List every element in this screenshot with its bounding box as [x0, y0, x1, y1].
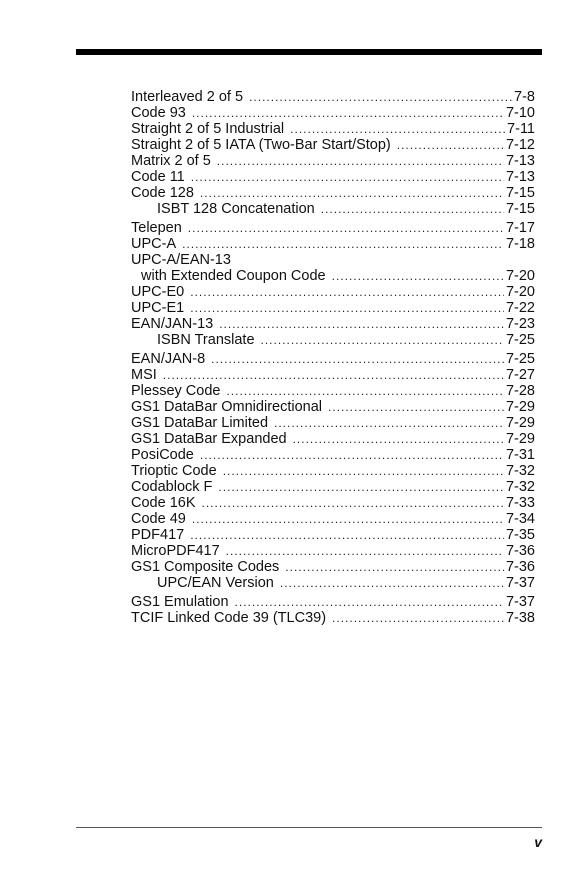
- toc-entry-title: with Extended Coupon Code: [141, 268, 326, 284]
- toc-entry-page: 7-35: [505, 527, 535, 543]
- toc-entry-title: Code 16K: [131, 495, 196, 511]
- toc-entry[interactable]: [131, 559, 535, 575]
- toc-dot-leader: [290, 121, 505, 137]
- toc-entry-title: Telepen: [131, 220, 182, 236]
- toc-dot-leader: [293, 431, 504, 447]
- toc-entry-page: 7-28: [505, 383, 535, 399]
- toc-dot-leader: [191, 169, 504, 185]
- toc-entry[interactable]: [131, 89, 535, 105]
- toc-entry-title: Code 49: [131, 511, 186, 527]
- toc-entry-title: Code 93: [131, 105, 186, 121]
- toc-entry-title: GS1 Emulation: [131, 594, 229, 610]
- toc-entry[interactable]: [131, 463, 535, 479]
- toc-entry[interactable]: [131, 300, 535, 316]
- toc-entry-page: 7-15: [505, 201, 535, 217]
- toc-entry[interactable]: [131, 220, 535, 236]
- toc-entry-page: 7-32: [505, 463, 535, 479]
- toc-entry-page: 7-20: [505, 268, 535, 284]
- toc-dot-leader: [261, 332, 504, 348]
- toc-entry-title: Plessey Code: [131, 383, 221, 399]
- toc-entry[interactable]: [131, 153, 535, 169]
- page-number: v: [534, 834, 542, 850]
- toc-entry-page: 7-34: [505, 511, 535, 527]
- toc-entry-page: 7-27: [505, 367, 535, 383]
- footer-rule: [76, 827, 542, 828]
- toc-dot-leader: [182, 236, 504, 252]
- toc-entry-page: 7-17: [505, 220, 535, 236]
- toc-dot-leader: [226, 543, 504, 559]
- toc-entry-page: 7-25: [505, 332, 535, 348]
- toc-dot-leader: [274, 415, 504, 431]
- toc-dot-leader: [192, 511, 504, 527]
- toc-entry-page: 7-25: [505, 351, 535, 367]
- toc-entry-page: 7-8: [514, 89, 535, 105]
- toc-entry[interactable]: [131, 236, 535, 252]
- toc-entry-title: TCIF Linked Code 39 (TLC39): [131, 610, 327, 626]
- toc-dot-leader: [190, 300, 504, 316]
- toc-entry[interactable]: [131, 399, 535, 415]
- toc-entry-title: EAN/JAN-8: [131, 351, 206, 367]
- toc-entry[interactable]: [131, 383, 535, 399]
- toc-entry[interactable]: [131, 121, 535, 137]
- toc-entry[interactable]: [131, 268, 535, 284]
- toc-entry-title: GS1 Composite Codes: [131, 559, 280, 575]
- toc-dot-leader: [217, 153, 504, 169]
- toc-dot-leader: [332, 268, 504, 284]
- toc-entry-page: 7-18: [505, 236, 535, 252]
- toc-entry-title: GS1 DataBar Expanded: [131, 431, 287, 447]
- toc-dot-leader: [202, 495, 504, 511]
- toc-entry[interactable]: [131, 284, 535, 300]
- toc-entry-page: 7-37: [505, 575, 535, 591]
- toc-entry[interactable]: [131, 527, 535, 543]
- toc-entry-title: ISBN Translate: [157, 332, 255, 348]
- toc-entry-title: ISBT 128 Concatenation: [157, 201, 315, 217]
- toc-dot-leader: [188, 220, 504, 236]
- toc-entry-title: UPC-A: [131, 236, 177, 252]
- toc-entry[interactable]: [131, 201, 535, 217]
- toc-entry-title: Interleaved 2 of 5: [131, 89, 244, 105]
- toc-dot-leader: [190, 527, 504, 543]
- toc-entry-page: 7-31: [505, 447, 535, 463]
- toc-entry[interactable]: [131, 351, 535, 367]
- toc-dot-leader: [200, 447, 504, 463]
- toc-entry[interactable]: [131, 137, 535, 153]
- toc-dot-leader: [192, 105, 504, 121]
- toc-entry-page: 7-37: [505, 594, 535, 610]
- toc-entry[interactable]: [131, 367, 535, 383]
- toc-entry-title: EAN/JAN-13: [131, 316, 214, 332]
- toc-entry-page: 7-12: [505, 137, 535, 153]
- toc-dot-leader: [235, 594, 504, 610]
- toc-entry-page: 7-13: [505, 169, 535, 185]
- toc-entry[interactable]: [131, 447, 535, 463]
- toc-entry[interactable]: [131, 415, 535, 431]
- toc-dot-leader: [200, 185, 504, 201]
- toc-entry-page: 7-10: [505, 105, 535, 121]
- toc-entry-title: PDF417: [131, 527, 185, 543]
- toc-entry-title: Codablock F: [131, 479, 213, 495]
- toc-dot-leader: [397, 137, 504, 153]
- toc-dot-leader: [321, 201, 504, 217]
- toc-entry-title: GS1 DataBar Limited: [131, 415, 269, 431]
- header-rule: [76, 49, 542, 55]
- toc-entry[interactable]: [131, 316, 535, 332]
- toc-entry-page: 7-15: [505, 185, 535, 201]
- toc-entry-title: UPC-E1: [131, 300, 185, 316]
- toc-dot-leader: [163, 367, 504, 383]
- toc-dot-leader: [190, 284, 504, 300]
- toc-entry-title: Trioptic Code: [131, 463, 217, 479]
- toc-entry[interactable]: [131, 185, 535, 201]
- toc-entry[interactable]: [131, 594, 535, 610]
- toc-entry-page: 7-11: [507, 121, 535, 137]
- toc-entry[interactable]: [131, 431, 535, 447]
- toc-entry-page: 7-38: [505, 610, 535, 626]
- toc-entry-title: Matrix 2 of 5: [131, 153, 211, 169]
- toc-entry-page: 7-36: [505, 559, 535, 575]
- table-of-contents: [131, 89, 535, 626]
- toc-entry-page: 7-32: [505, 479, 535, 495]
- toc-entry-page: 7-29: [505, 399, 535, 415]
- toc-dot-leader: [328, 399, 504, 415]
- toc-dot-leader: [218, 479, 504, 495]
- toc-entry[interactable]: [131, 511, 535, 527]
- toc-entry-title: UPC-A/EAN-13: [131, 252, 231, 268]
- toc-entry-title: MSI: [131, 367, 157, 383]
- toc-entry-title: Code 11: [131, 169, 185, 185]
- toc-entry-page: 7-13: [505, 153, 535, 169]
- toc-dot-leader: [223, 463, 504, 479]
- toc-entry-page: 7-23: [505, 316, 535, 332]
- toc-entry-page: 7-22: [505, 300, 535, 316]
- toc-entry[interactable]: [131, 169, 535, 185]
- toc-entry-title: UPC-E0: [131, 284, 185, 300]
- toc-entry-page: 7-29: [505, 415, 535, 431]
- toc-entry[interactable]: [131, 105, 535, 121]
- toc-dot-leader: [219, 316, 504, 332]
- toc-entry-title: Straight 2 of 5 IATA (Two-Bar Start/Stop): [131, 137, 391, 153]
- toc-entry-title: UPC/EAN Version: [157, 575, 274, 591]
- toc-entry-title: GS1 DataBar Omnidirectional: [131, 399, 322, 415]
- toc-dot-leader: [211, 351, 504, 367]
- toc-dot-leader: [332, 610, 504, 626]
- toc-entry-page: 7-33: [505, 495, 535, 511]
- toc-entry-page: 7-36: [505, 543, 535, 559]
- toc-entry[interactable]: [131, 543, 535, 559]
- toc-dot-leader: [285, 559, 504, 575]
- toc-entry[interactable]: [131, 479, 535, 495]
- toc-entry[interactable]: [131, 575, 535, 591]
- toc-dot-leader: [226, 383, 504, 399]
- toc-dot-leader: [280, 575, 504, 591]
- toc-entry[interactable]: [131, 252, 535, 268]
- toc-entry[interactable]: [131, 332, 535, 348]
- toc-entry[interactable]: [131, 610, 535, 626]
- toc-entry-title: Code 128: [131, 185, 194, 201]
- toc-entry-title: Straight 2 of 5 Industrial: [131, 121, 285, 137]
- toc-entry-page: 7-29: [505, 431, 535, 447]
- toc-entry[interactable]: [131, 495, 535, 511]
- toc-entry-page: 7-20: [505, 284, 535, 300]
- toc-entry-title: MicroPDF417: [131, 543, 220, 559]
- toc-dot-leader: [249, 89, 512, 105]
- toc-entry-title: PosiCode: [131, 447, 194, 463]
